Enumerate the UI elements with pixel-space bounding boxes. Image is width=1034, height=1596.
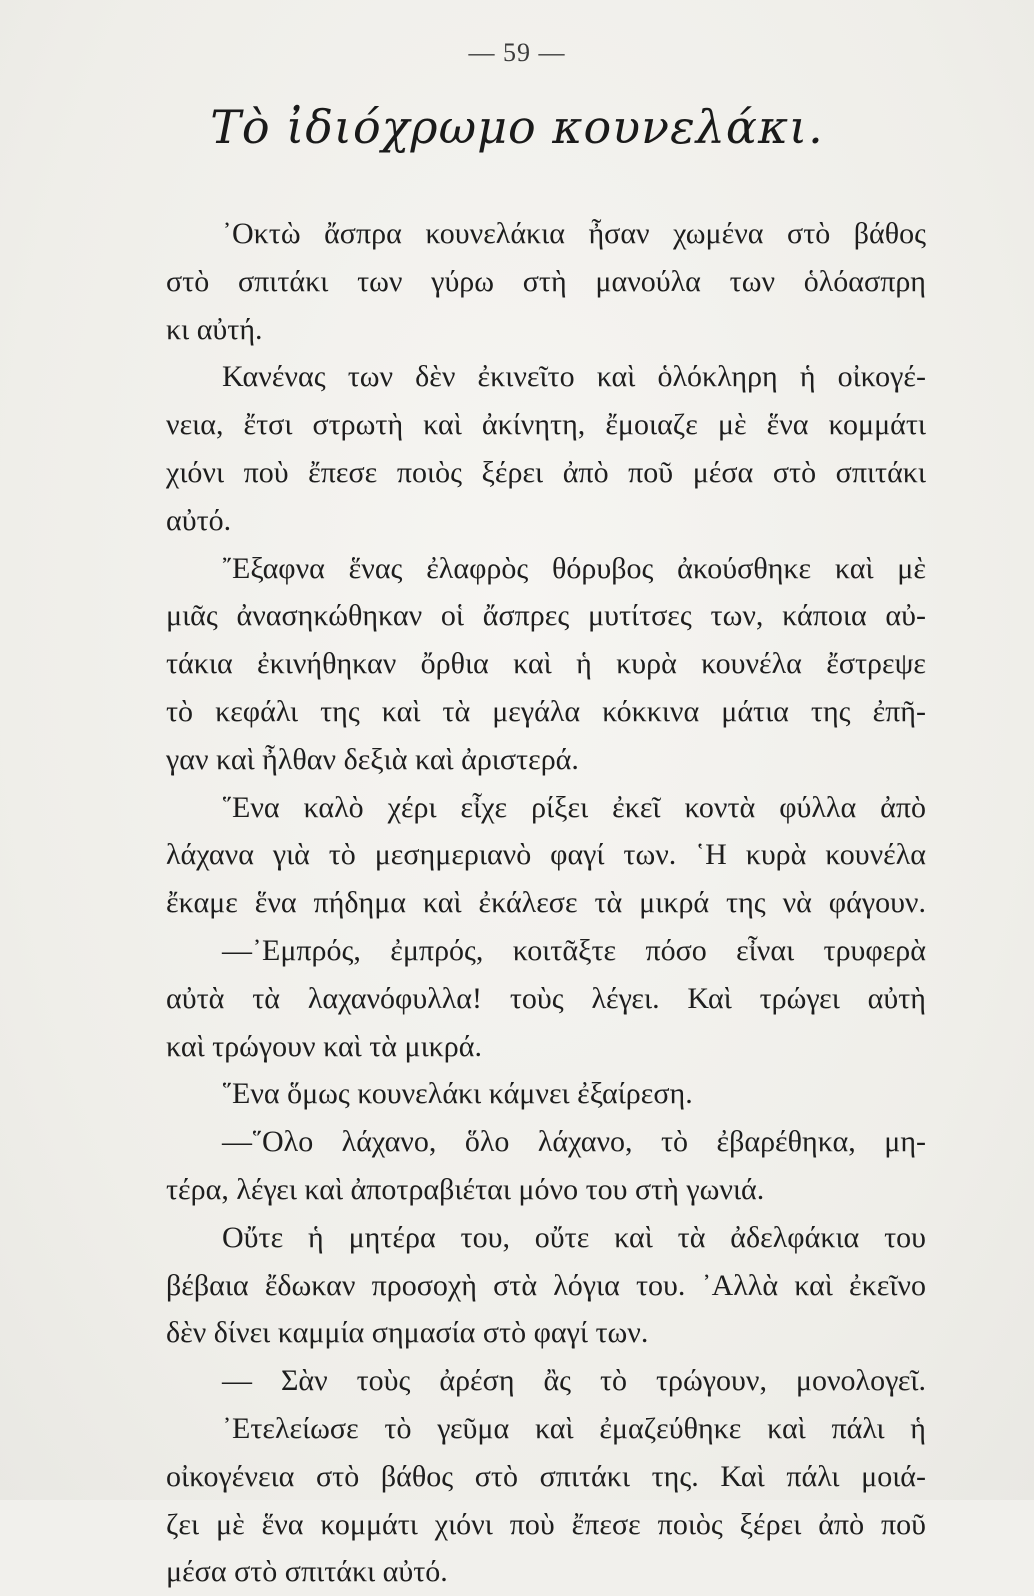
text-line: —᾿Εμπρός, ἐμπρός, κοιτᾶξτε πόσο εἶναι τρυφερὰ <box>222 933 926 967</box>
text-line: ῞Ενα καλὸ χέρι εἶχε ρίξει ἐκεῖ κοντὰ φύλλα ἀπὸ <box>222 790 926 824</box>
text-line: χιόνι ποὺ ἔπεσε ποιὸς ξέρει ἀπὸ ποῦ μέσα στὸ σπιτάκι <box>166 455 926 489</box>
text-line: ζει μὲ ἕνα κομμάτι χιόνι ποὺ ἔπεσε ποιὸς ξέρει ἀπὸ ποῦ <box>166 1507 926 1541</box>
text-line: τὸ κεφάλι της καὶ τὰ μεγάλα κόκκινα μάτια της ἐπῆ- <box>166 694 926 728</box>
text-line: ῞Ενα ὅμως κουνελάκι κάμνει ἐξαίρεση. <box>222 1077 693 1111</box>
text-line: γαν καὶ ἦλθαν δεξιὰ καὶ ἀριστερά. <box>166 742 579 776</box>
text-line: κι αὐτή. <box>166 312 263 346</box>
text-line: Οὔτε ἡ μητέρα του, οὔτε καὶ τὰ ἀδελφάκια του <box>222 1220 926 1254</box>
text-line: ῎Εξαφνα ἕνας ἐλαφρὸς θόρυβος ἀκούσθηκε καὶ μὲ <box>222 551 926 585</box>
text-line: βέβαια ἔδωκαν προσοχὴ στὰ λόγια του. ᾿Αλλὰ καὶ ἐκεῖνο <box>166 1268 926 1302</box>
text-line: —῞Ολο λάχανο, ὅλο λάχανο, τὸ ἐβαρέθηκα, μη- <box>222 1125 926 1159</box>
text-line: τέρα, λέγει καὶ ἀποτραβιέται μόνο του στὴ γωνιά. <box>166 1172 765 1206</box>
text-line: Κανένας των δὲν ἐκινεῖτο καὶ ὁλόκληρη ἡ οἰκογέ- <box>222 360 926 394</box>
chapter-title: Τὸ ἰδιόχρωμο κουνελάκι. <box>210 100 824 154</box>
text-line: τάκια ἐκινήθηκαν ὄρθια καὶ ἡ κυρὰ κουνέλα ἔστρεψε <box>166 647 926 681</box>
text-line: ἔκαμε ἕνα πήδημα καὶ ἐκάλεσε τὰ μικρά της νὰ φάγουν. <box>166 886 926 920</box>
text-line: οἰκογένεια στὸ βάθος στὸ σπιτάκι της. Καὶ πάλι μοιά- <box>166 1459 926 1493</box>
text-line: αὐτό. <box>166 503 232 537</box>
text-line: νεια, ἔτσι στρωτὴ καὶ ἀκίνητη, ἔμοιαζε μὲ ἕνα κομμάτι <box>166 408 926 442</box>
page-number: — 59 — <box>468 38 566 67</box>
text-line: λάχανα γιὰ τὸ μεσημεριανὸ φαγί των. ῾Η κυρὰ κουνέλα <box>166 838 926 872</box>
text-line: μιᾶς ἀνασηκώθηκαν οἱ ἄσπρες μυτίτσες των, κάποια αὐ- <box>166 599 926 633</box>
text-line: στὸ σπιτάκι των γύρω στὴ μανούλα των ὁλόασπρη <box>166 264 926 298</box>
text-line: αὐτὰ τὰ λαχανόφυλλα! τοὺς λέγει. Καὶ τρώγει αὐτὴ <box>166 981 926 1015</box>
text-line: — Σὰν τοὺς ἀρέση ἂς τὸ τρώγουν, μονολογεῖ. <box>222 1364 926 1398</box>
text-line: δὲν δίνει καμμία σημασία στὸ φαγί των. <box>166 1316 649 1350</box>
text-line: καὶ τρώγουν καὶ τὰ μικρά. <box>166 1029 482 1063</box>
text-line: ᾿Οκτὼ ἄσπρα κουνελάκια ἦσαν χωμένα στὸ βάθος <box>222 217 926 250</box>
text-line: ᾿Ετελείωσε τὸ γεῦμα καὶ ἐμαζεύθηκε καὶ πάλι ἡ <box>222 1411 926 1445</box>
text-line: μέσα στὸ σπιτάκι αὐτό. <box>166 1555 448 1589</box>
story-text <box>166 210 926 1596</box>
